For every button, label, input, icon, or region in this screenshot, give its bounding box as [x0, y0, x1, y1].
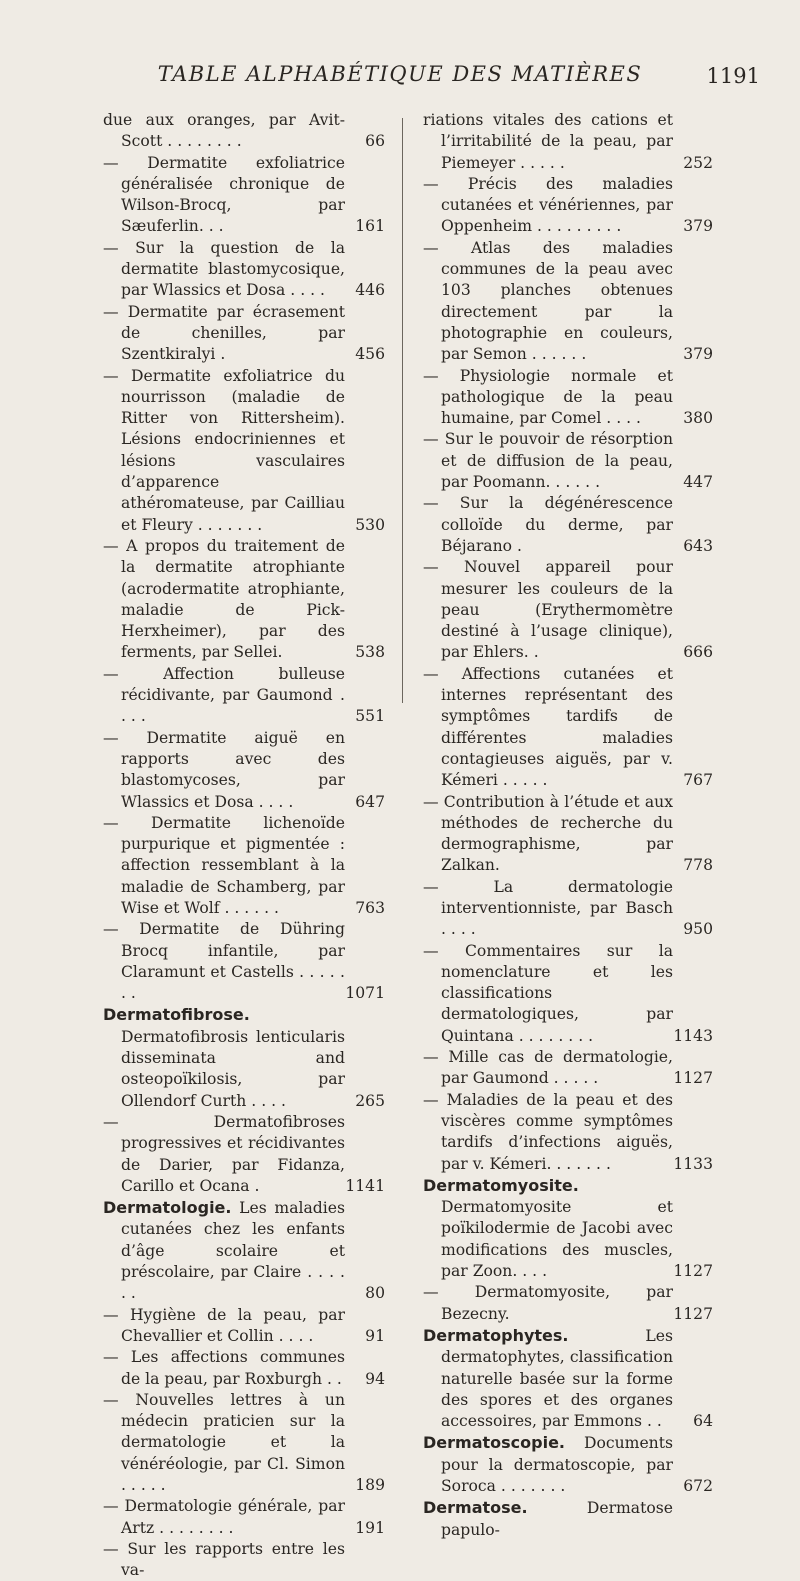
entry-page-ref: 1127	[673, 1304, 713, 1323]
entry-page-ref: 538	[355, 643, 385, 662]
entry-text	[103, 1305, 345, 1348]
entry-page-ref: 447	[683, 473, 713, 492]
column-divider	[402, 118, 403, 703]
index-entry	[423, 174, 713, 238]
entry-page-ref: 91	[365, 1326, 385, 1345]
entry-page-ref: 1071	[345, 984, 385, 1003]
entry-page-ref: 1141	[345, 1176, 385, 1195]
index-entry	[423, 1325, 713, 1432]
entry-text	[423, 557, 673, 663]
entry-headword: Dermatophytes.	[423, 1325, 569, 1345]
page-number: 1191	[706, 64, 760, 88]
entry-body: — Dermatologie générale, par Artz . . . . . . . .	[103, 1497, 345, 1537]
index-entry	[103, 664, 385, 728]
entry-body: Dermatomyosite et poïkilodermie de Jacobi avec modifications des muscles, par Zoon. . . .	[441, 1198, 673, 1281]
index-entry	[423, 1175, 713, 1282]
index-entry	[423, 1090, 713, 1175]
index-entry	[103, 238, 385, 302]
entry-text	[423, 1047, 673, 1090]
entry-body: due aux oranges, par Avit-Scott . . . . . . . .	[103, 111, 345, 151]
entry-body: — Sur les rapports entre les va-	[103, 1539, 345, 1580]
entry-body: Dermatose papulo-	[441, 1499, 673, 1539]
entry-text	[423, 1325, 673, 1432]
index-entry	[423, 366, 713, 430]
entry-body: — Maladies de la peau et des viscères comme symptômes tardifs d’infections aiguës, par v. Kémeri. . . . . . .	[423, 1090, 673, 1173]
entry-page-ref: 94	[365, 1369, 385, 1388]
entry-page-ref: 379	[683, 217, 713, 236]
index-entry	[103, 1197, 385, 1304]
entry-body: — Dermatite par écrasement de chenilles, par Szentkiralyi .	[103, 302, 345, 364]
entry-text	[103, 1539, 345, 1581]
index-entry	[423, 110, 713, 174]
entry-page-ref: 1127	[673, 1262, 713, 1281]
entry-body: riations vitales des cations et l’irritabilité de la peau, par Piemeyer . . . . .	[423, 111, 673, 172]
index-entry	[423, 877, 713, 941]
entry-body: — Les affections communes de la peau, par Roxburgh . .	[103, 1348, 345, 1388]
index-entry	[103, 1390, 385, 1496]
entry-text	[423, 1175, 673, 1282]
index-entry	[103, 1305, 385, 1348]
entry-body: — Hygiène de la peau, par Chevallier et Collin . . . .	[103, 1305, 345, 1345]
index-entry	[423, 664, 713, 792]
entry-body: — Dermatite lichenoïde purpurique et pigmentée : affection ressemblant à la maladie de Schamberg, par Wise et Wolf . . . . . .	[103, 813, 345, 917]
entry-text	[423, 664, 673, 792]
entry-page-ref: 456	[355, 345, 385, 364]
entry-body: — A propos du traitement de la dermatite atrophiante (acrodermatite atrophiante, maladie de Pick-Herxheimer), par des ferments, par Sellei.	[103, 536, 345, 662]
entry-text	[423, 941, 673, 1047]
entry-page-ref: 252	[683, 153, 713, 172]
entry-body: Dermatofibrosis lenticularis disseminata and osteopoïkilosis, par Ollendorf Curth . . . .	[121, 1027, 345, 1110]
running-title: TABLE ALPHABÉTIQUE DES MATIÈRES	[157, 62, 643, 86]
entry-page-ref: 647	[355, 792, 385, 811]
left-column	[103, 110, 385, 1581]
entry-body: — Physiologie normale et pathologique de la peau humaine, par Comel . . . .	[423, 366, 673, 428]
entry-body: — Commentaires sur la nomenclature et les classifications dermatologiques, par Quintana . . . . . . . .	[423, 941, 673, 1045]
entry-text	[103, 664, 345, 728]
entry-text	[423, 493, 673, 557]
entry-text	[423, 1282, 673, 1325]
entry-text	[103, 919, 345, 1004]
entry-body: — Mille cas de dermatologie, par Gaumond . . . . .	[423, 1048, 673, 1088]
index-entry	[423, 557, 713, 663]
entry-text	[423, 877, 673, 941]
entry-page-ref: 161	[355, 217, 385, 236]
entry-text	[103, 366, 345, 536]
entry-text	[423, 1090, 673, 1175]
entry-body: — Nouvel appareil pour mesurer les couleurs de la peau (Erythermomètre destiné à l’usage clinique), par Ehlers. .	[423, 558, 673, 662]
entry-page-ref: 767	[683, 771, 713, 790]
index-entry	[103, 1539, 385, 1581]
entry-body: — Nouvelles lettres à un médecin praticien sur la dermatologie et la vénéréologie, par Cl. Simon . . . . .	[103, 1390, 345, 1494]
entry-body: — Dermatite exfoliatrice du nourrisson (maladie de Ritter von Rittersheim). Lésions endocriniennes et lésions vasculaires d’apparence athéromateuse, par Cailliau et Fleury . . . . . . .	[103, 366, 345, 534]
index-entry	[423, 792, 713, 877]
entry-page-ref: 446	[355, 281, 385, 300]
entry-headword: Dermatofibrose.	[103, 1005, 250, 1025]
entry-text	[103, 1112, 345, 1197]
entry-text	[423, 110, 673, 174]
entry-page-ref: 763	[355, 898, 385, 917]
index-entry	[103, 536, 385, 664]
entry-text	[103, 238, 345, 302]
entry-page-ref: 191	[355, 1518, 385, 1537]
index-entry	[423, 238, 713, 366]
entry-page-ref: 1143	[673, 1026, 713, 1045]
entry-headword: Dermatomyosite.	[423, 1175, 579, 1195]
entry-body: — Dermatite de Dühring Brocq infantile, par Claramunt et Castells . . . . . . .	[103, 920, 345, 1003]
entry-headword: Dermatose.	[423, 1498, 528, 1518]
index-entry	[103, 919, 385, 1004]
entry-headword: Dermatologie.	[103, 1198, 232, 1218]
entry-text	[423, 366, 673, 430]
entry-body: Les maladies cutanées chez les enfants d’âge scolaire et préscolaire, par Claire . . . . . .	[121, 1199, 345, 1303]
index-entry	[423, 493, 713, 557]
entry-body: — Sur la question de la dermatite blastomycosique, par Wlassics et Dosa . . . .	[103, 238, 345, 300]
index-entry	[423, 1432, 713, 1497]
entry-body: — Dermatomyosite, par Bezecny.	[423, 1283, 673, 1323]
entry-page-ref: 778	[683, 856, 713, 875]
entry-text	[103, 302, 345, 366]
entry-page-ref: 379	[683, 345, 713, 364]
entry-body: — Affections cutanées et internes représentant des symptômes tardifs de différentes maladies contagieuses aiguës, par v. Kémeri . . . . .	[423, 664, 673, 790]
entry-text	[103, 536, 345, 664]
entry-body: Documents pour la dermatoscopie, par Soroca . . . . . . .	[441, 1434, 673, 1495]
entry-text	[103, 1347, 345, 1390]
right-column	[423, 110, 713, 1541]
entry-page-ref: 666	[683, 643, 713, 662]
entry-text	[103, 813, 345, 919]
index-entry	[423, 1497, 713, 1541]
entry-page-ref: 551	[355, 707, 385, 726]
index-entry	[103, 153, 385, 238]
index-entry	[423, 1282, 713, 1325]
entry-body: — Affection bulleuse récidivante, par Gaumond . . . .	[103, 664, 345, 726]
entry-text	[103, 728, 345, 813]
entry-body: — Précis des maladies cutanées et vénériennes, par Oppenheim . . . . . . . . .	[423, 174, 673, 236]
entry-page-ref: 66	[365, 132, 385, 151]
entry-body: — Sur le pouvoir de résorption et de diffusion de la peau, par Poomann. . . . . .	[423, 430, 673, 492]
index-entry	[423, 941, 713, 1047]
entry-text	[423, 238, 673, 366]
entry-text	[423, 1432, 673, 1497]
index-entry	[103, 728, 385, 813]
entry-text	[103, 1496, 345, 1539]
index-entry	[103, 302, 385, 366]
entry-text	[423, 174, 673, 238]
index-entry	[423, 429, 713, 493]
index-entry	[103, 1496, 385, 1539]
entry-text	[103, 1197, 345, 1304]
index-entry	[103, 366, 385, 536]
entry-body: — La dermatologie interventionniste, par Basch . . . .	[423, 877, 673, 939]
entry-page-ref: 672	[683, 1477, 713, 1495]
entry-page-ref: 950	[683, 920, 713, 939]
entry-page-ref: 80	[365, 1284, 385, 1303]
entry-text	[423, 429, 673, 493]
entry-page-ref: 1127	[673, 1069, 713, 1088]
entry-body: — Contribution à l’étude et aux méthodes de recherche du dermographisme, par Zalkan.	[423, 792, 673, 875]
entry-page-ref: 643	[683, 536, 713, 555]
entry-page-ref: 265	[355, 1091, 385, 1110]
index-entry	[103, 1347, 385, 1390]
page-header	[0, 62, 800, 92]
entry-headword: Dermatoscopie.	[423, 1433, 565, 1453]
index-entry	[103, 813, 385, 919]
entry-page-ref: 1133	[673, 1154, 713, 1173]
entry-body: — Dermatite aiguë en rapports avec des blastomycoses, par Wlassics et Dosa . . . .	[103, 728, 345, 811]
entry-body: — Dermatite exfoliatrice généralisée chronique de Wilson-Brocq, par Sæuferlin. . .	[103, 153, 345, 236]
entry-text	[103, 110, 345, 153]
entry-body: — Dermatofibroses progressives et récidivantes de Darier, par Fidanza, Carillo et Ocana .	[103, 1112, 345, 1195]
entry-page-ref: 189	[355, 1476, 385, 1494]
entry-text	[103, 153, 345, 238]
entry-text	[423, 792, 673, 877]
entry-body: — Atlas des maladies communes de la peau avec 103 planches obtenues directement par la photographie en couleurs, par Semon . . . . . .	[423, 238, 673, 364]
entry-page-ref: 530	[355, 515, 385, 534]
entry-page-ref: 380	[683, 409, 713, 428]
entry-text	[103, 1004, 345, 1111]
entry-body: Les dermatophytes, classification naturelle basée sur la forme des spores et des organes accessoires, par Emmons . .	[441, 1326, 673, 1431]
entry-text	[103, 1390, 345, 1496]
index-entry	[423, 1047, 713, 1090]
entry-text	[423, 1497, 673, 1541]
index-entry	[103, 1112, 385, 1197]
entry-page-ref: 64	[693, 1412, 713, 1431]
index-entry	[103, 110, 385, 153]
entry-body: — Sur la dégénérescence colloïde du derme, par Béjarano .	[423, 494, 673, 555]
index-entry	[103, 1004, 385, 1111]
